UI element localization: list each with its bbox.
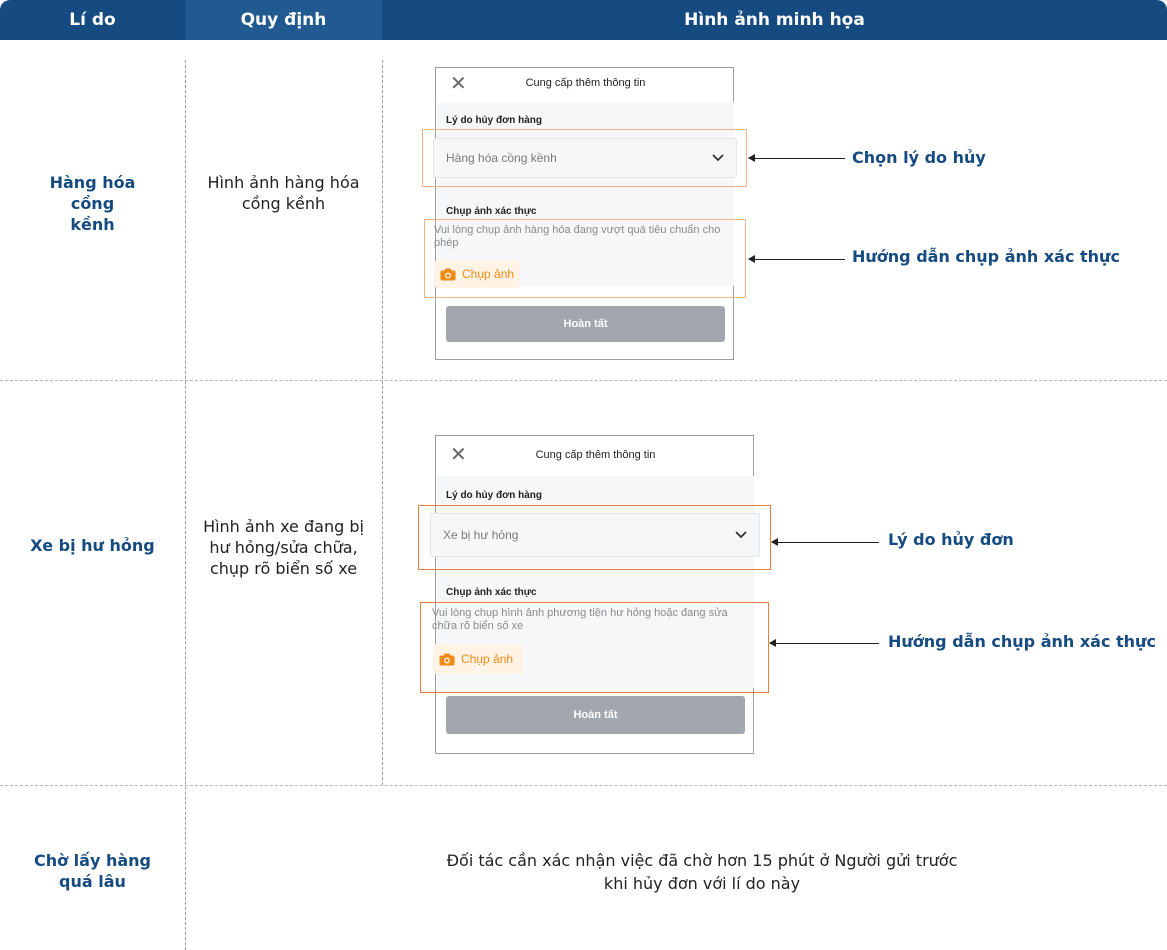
close-icon: ✕ [450, 73, 467, 95]
reason-label: Lý do hủy đơn hàng [446, 490, 542, 501]
row1-reason: Hàng hóa cồng kềnh [49, 173, 136, 234]
divider-row2 [0, 785, 1167, 786]
arrow-choose-reason [749, 158, 845, 159]
callout-choose-reason: Chọn lý do hủy [852, 148, 986, 167]
done-button[interactable]: Hoàn tất [446, 696, 745, 734]
reason-select-value: Xe bị hư hỏng [443, 528, 519, 542]
row1-phone-mock [435, 67, 734, 360]
header-reason: Lí do [0, 0, 185, 40]
mock-title: Cung cấp thêm thông tin [525, 77, 646, 89]
reason-select-value: Hàng hóa cồng kềnh [446, 151, 557, 165]
highlight-photo-guide [420, 602, 769, 693]
highlight-photo-guide [424, 219, 746, 298]
highlight-reason-select [418, 505, 771, 570]
close-icon: ✕ [450, 444, 467, 466]
take-photo-label: Chụp ảnh [461, 652, 514, 666]
row1-rule: Hình ảnh hàng hóa cồng kềnh [207, 173, 360, 213]
callout-cancel-reason: Lý do hủy đơn [888, 530, 1014, 549]
highlight-reason-select [422, 129, 747, 187]
mock-title: Cung cấp thêm thông tin [535, 449, 656, 461]
row2-reason: Xe bị hư hỏng [30, 536, 155, 555]
row3-reason: Chờ lấy hàng quá lâu [33, 851, 151, 891]
photo-label: Chụp ảnh xác thực [446, 206, 537, 217]
photo-hint: Vui lòng chụp ảnh hàng hóa đang vượt quá tiêu chuẩn cho phép [434, 224, 721, 249]
photo-label: Chụp ảnh xác thực [446, 587, 537, 598]
done-button[interactable]: Hoàn tất [446, 306, 725, 342]
header-illustration: Hình ảnh minh họa [382, 0, 1167, 40]
divider-col2 [382, 60, 383, 785]
divider-row1 [0, 380, 1167, 381]
photo-hint: Vui lòng chụp hình ảnh phương tiện hư hỏng hoặc đang sửa chữa rõ biển số xe [432, 607, 728, 632]
row3-note: Đối tác cần xác nhận việc đã chờ hơn 15 phút ở Người gửi trước khi hủy đơn với lí do này [446, 851, 958, 893]
callout-photo-guide: Hướng dẫn chụp ảnh xác thực [888, 632, 1156, 651]
reason-label: Lý do hủy đơn hàng [446, 115, 542, 126]
arrow-photo-guide [770, 643, 879, 644]
row2-rule: Hình ảnh xe đang bị hư hỏng/sửa chữa, chụp rõ biển số xe [203, 517, 364, 578]
arrow-photo-guide [749, 259, 845, 260]
arrow-cancel-reason [772, 542, 879, 543]
row2-phone-mock [432, 435, 754, 754]
header-rule: Quy định [185, 0, 382, 40]
callout-photo-guide: Hướng dẫn chụp ảnh xác thực [852, 247, 1120, 266]
take-photo-label: Chụp ảnh [462, 267, 515, 281]
